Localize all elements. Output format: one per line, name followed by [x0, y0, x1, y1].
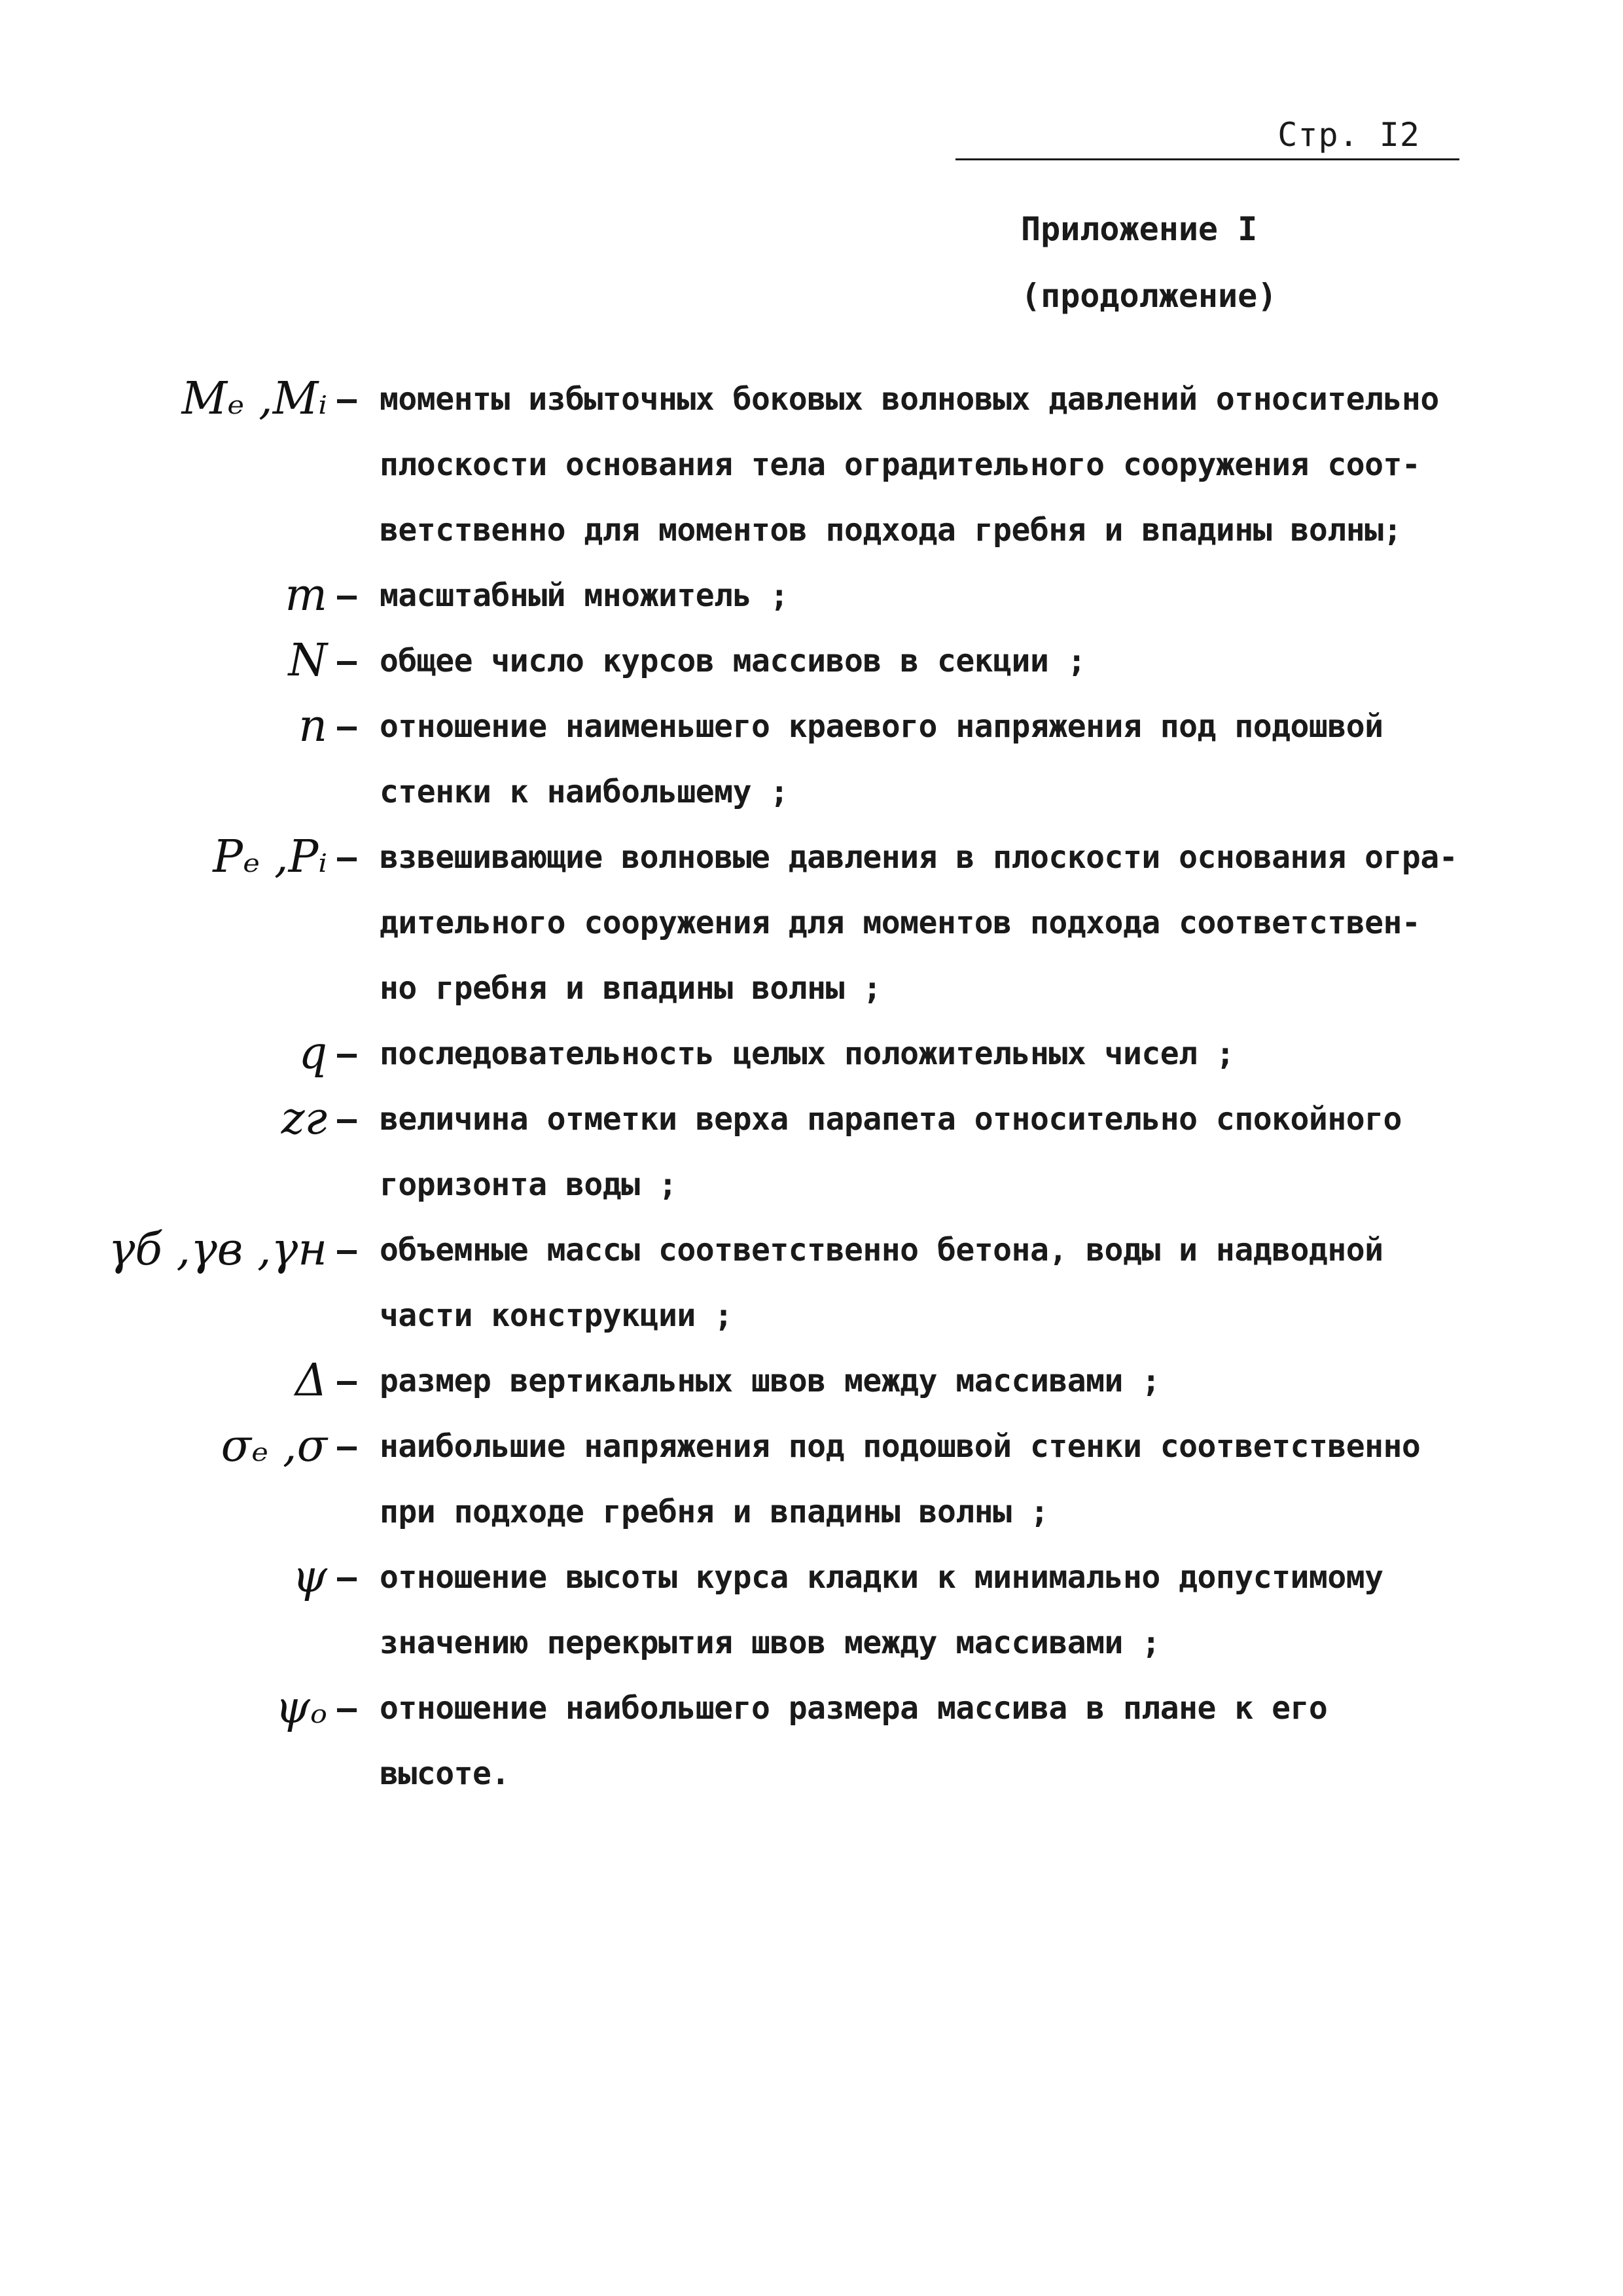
notation-symbol: ψₒ: [275, 1682, 327, 1734]
notation-dash: –: [337, 708, 357, 745]
notation-entry-densities: [0, 1217, 1623, 1348]
notation-definition: величина отметки верха парапета относительно спокойного горизонта воды ;: [380, 1101, 1402, 1203]
notation-symbol: σₑ ,σ: [221, 1420, 327, 1472]
notation-definition: размер вертикальных швов между массивами ;: [380, 1363, 1160, 1399]
appendix-subtitle: (продолжение): [1021, 277, 1277, 315]
notation-symbol: N: [288, 635, 327, 687]
notation-dash: –: [337, 1035, 357, 1073]
notation-symbol: n: [298, 700, 327, 752]
notation-entry-moments: [0, 367, 1623, 563]
notation-entry-scale: [0, 563, 1623, 628]
notation-symbol: Mₑ ,Mᵢ: [181, 373, 327, 425]
notation-dash: –: [337, 577, 357, 615]
notation-symbol: Δ: [294, 1355, 327, 1407]
notation-symbol: γб ,γв ,γн: [108, 1224, 327, 1276]
notation-entry-joints: [0, 1348, 1623, 1414]
notation-dash: –: [337, 1558, 357, 1596]
notation-entry-max-stress: [0, 1414, 1623, 1545]
notation-dash: –: [337, 1362, 357, 1400]
notation-list: [0, 367, 1623, 1806]
notation-entry-overlap-ratio: [0, 1545, 1623, 1676]
notation-definition: наибольшие напряжения под подошвой стенки соответственно при подходе гребня и впадины волны ;: [380, 1428, 1421, 1530]
notation-entry-courses: [0, 628, 1623, 694]
notation-symbol: ψ: [292, 1551, 327, 1603]
notation-dash: –: [337, 1100, 357, 1138]
notation-symbol: zг: [281, 1093, 327, 1145]
notation-definition: отношение наибольшего размера массива в плане к его высоте.: [380, 1690, 1328, 1792]
notation-definition: общее число курсов массивов в секции ;: [380, 643, 1086, 679]
notation-entry-uplift: [0, 825, 1623, 1021]
page-number: Стр. I2: [1277, 116, 1420, 154]
page-header: [955, 111, 1459, 160]
notation-entry-stress-ratio: [0, 694, 1623, 825]
notation-definition: отношение наименьшего краевого напряжения под подошвой стенки к наибольшему ;: [380, 708, 1383, 810]
notation-symbol: m: [285, 569, 327, 621]
notation-dash: –: [337, 838, 357, 876]
notation-definition: моменты избыточных боковых волновых давлений относительно плоскости основания тела оградительного сооружения соот- ветственно для моментов подхода гребня и впадины волны;: [380, 381, 1439, 548]
notation-entry-parapet: [0, 1086, 1623, 1217]
notation-dash: –: [337, 1231, 357, 1269]
notation-definition: масштабный множитель ;: [380, 577, 789, 614]
notation-symbol: Pₑ ,Pᵢ: [213, 831, 327, 883]
notation-dash: –: [337, 642, 357, 680]
notation-definition: объемные массы соответственно бетона, воды и надводной части конструкции ;: [380, 1232, 1383, 1334]
notation-definition: отношение высоты курса кладки к минимально допустимому значению перекрытия швов между массивами ;: [380, 1559, 1383, 1661]
notation-entry-sequence: [0, 1021, 1623, 1086]
notation-dash: –: [337, 380, 357, 418]
notation-dash: –: [337, 1689, 357, 1727]
notation-dash: –: [337, 1427, 357, 1465]
notation-symbol: q: [298, 1028, 327, 1079]
notation-entry-size-ratio: [0, 1676, 1623, 1806]
appendix-title: Приложение I: [1021, 210, 1258, 248]
notation-definition: взвешивающие волновые давления в плоскости основания огра- дительного сооружения для моментов подхода соответствен- но гребня и впадины волны ;: [380, 839, 1458, 1007]
notation-definition: последовательность целых положительных чисел ;: [380, 1035, 1235, 1072]
